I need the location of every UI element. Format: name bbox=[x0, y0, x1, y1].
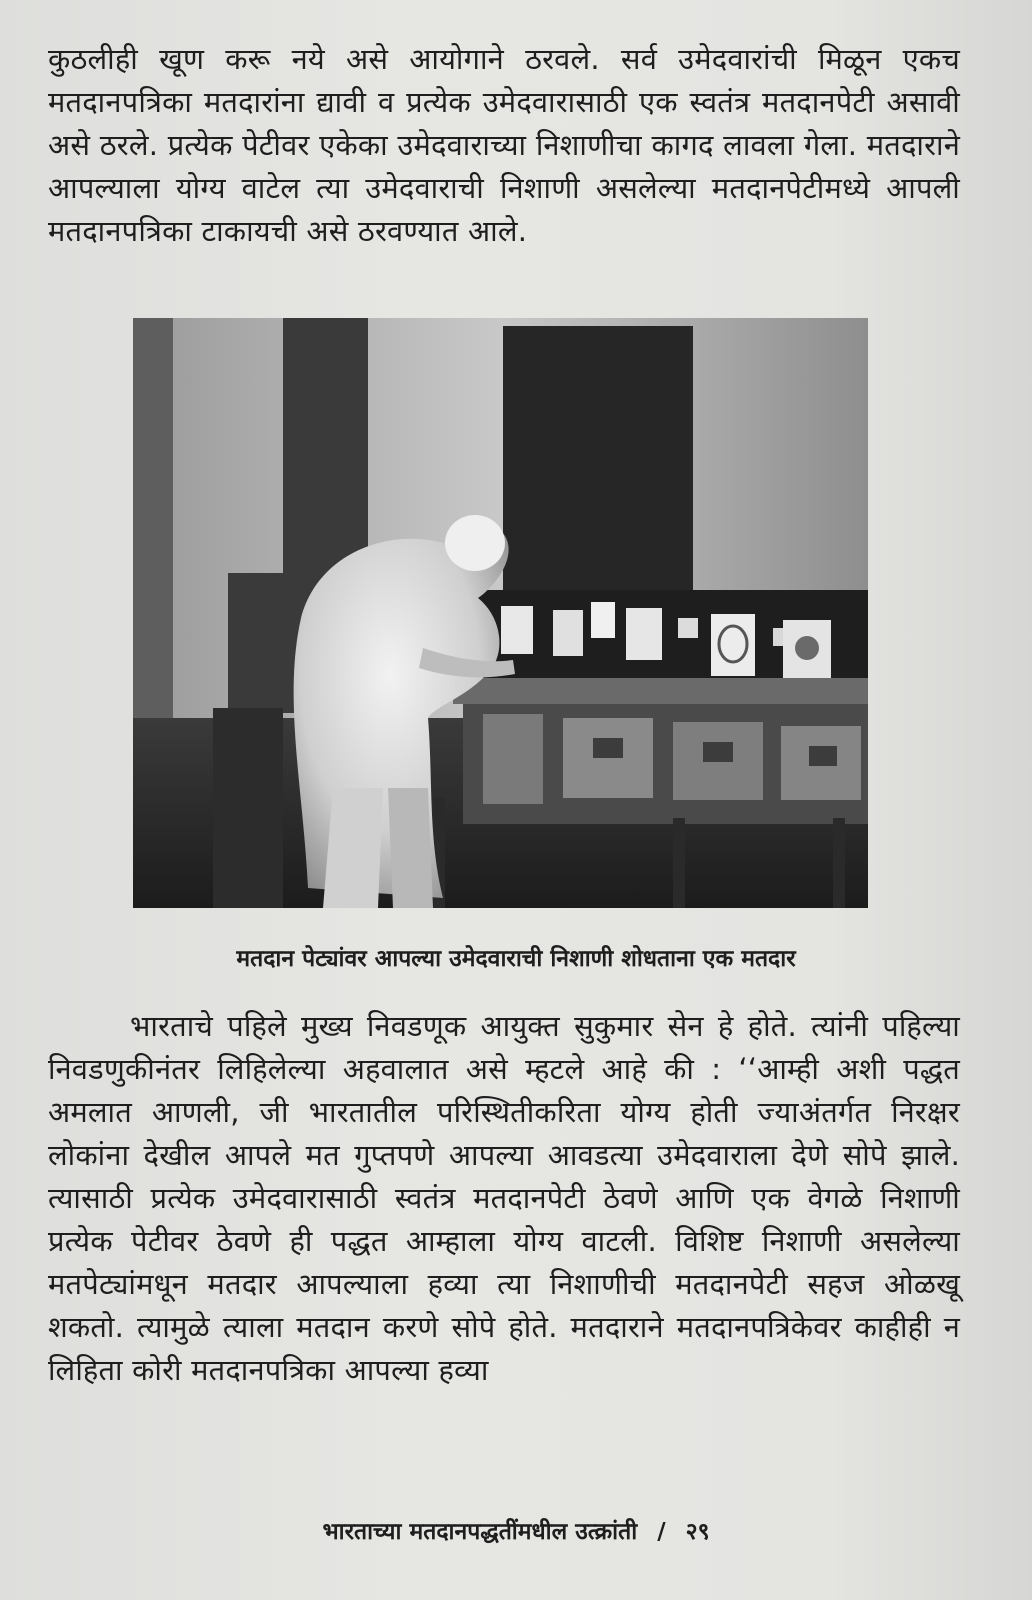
ballot-boxes-photo bbox=[133, 318, 868, 908]
body-paragraph-1: कुठलीही खूण करू नये असे आयोगाने ठरवले. सर्व उमेदवारांची मिळून एकच मतदानपत्रिका मतदारांना द्यावी व प्रत्येक उमेदवारासाठी एक स्वतंत्र मतदानपेटी असावी असे ठरले. प्रत्येक पेटीवर एकेका उमेदवाराच्या निशाणीचा कागद लावला गेला. मतदाराने आपल्याला योग्य वाटेल त्या उमेदवाराची निशाणी असलेल्या मतदानपेटीमध्ये आपली मतदानपत्रिका टाकायची असे ठरवण्यात आले. bbox=[48, 42, 960, 248]
page-footer bbox=[0, 1514, 1032, 1546]
running-title: भारताच्या मतदानपद्धतींमधील उत्क्रांती bbox=[322, 1519, 638, 1545]
page-number: २९ bbox=[685, 1519, 710, 1545]
footer-separator: / bbox=[657, 1519, 666, 1545]
photo-illustration bbox=[133, 318, 868, 908]
body-paragraph-2: भारताचे पहिले मुख्य निवडणूक आयुक्त सुकुमार सेन हे होते. त्यांनी पहिल्या निवडणुकीनंतर लिहिलेल्या अहवालात असे म्हटले आहे की : ‘‘आम्ही अशी पद्धत अमलात आणली, जी भारतातील परिस्थितीकरिता योग्य होती ज्याअंतर्गत निरक्षर लोकांना देखील आपले मत गुप्तपणे आपल्या आवडत्या उमेदवाराला देणे सोपे झाले. त्यासाठी प्रत्येक उमेदवारासाठी स्वतंत्र मतदानपेटी ठेवणे आणि एक वेगळे निशाणी प्रत्येक पेटीवर ठेवणे ही पद्धत आम्हाला योग्य वाटली. विशिष्ट निशाणी असलेल्या मतपेट्यांमधून मतदार आपल्याला हव्या त्या निशाणीची मतदानपेटी सहज ओळखू शकतो. त्यामुळे त्याला मतदान करणे सोपे होते. मतदाराने मतदानपत्रिकेवर काहीही न लिहिता कोरी मतदानपत्रिका आपल्या हव्या bbox=[48, 1009, 960, 1387]
photo-caption: मतदान पेट्यांवर आपल्या उमेदवाराची निशाणी शोधताना एक मतदार bbox=[236, 946, 796, 972]
